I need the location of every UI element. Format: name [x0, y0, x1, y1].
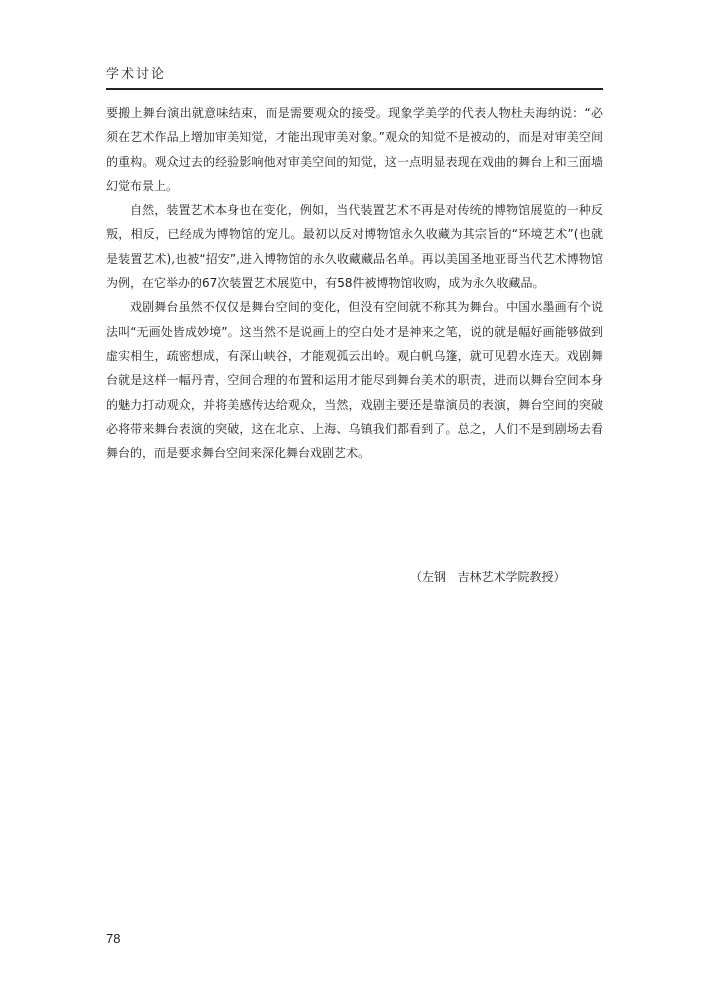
section-title: 学术讨论	[106, 67, 167, 82]
article-body	[106, 101, 603, 465]
paragraph-stage-space: 戏剧舞台虽然不仅仅是舞台空间的变化，但没有空间就不称其为舞台。中国水墨画有个说法叫“无画处皆成妙境”。这当然不是说画上的空白处才是神来之笔，说的就是幅好画能够做到虚实相生，疏密想成，有深山峡谷，才能观孤云出岭。观白帆乌篷，就可见碧水连天。戏剧舞台就是这样一幅丹青，空间合理的布置和运用才能尽到舞台美术的职责，进而以舞台空间本身的魅力打动观众，并将美感传达给观众，当然，戏剧主要还是靠演员的表演，舞台空间的突破必将带来舞台表演的突破，这在北京、上海、乌镇我们都看到了。总之，人们不是到剧场去看舞台的，而是要求舞台空间来深化舞台戏剧艺术。	[106, 300, 603, 461]
author-attribution: （左钢 吉林艺术学院教授）	[410, 570, 566, 584]
paragraph-continued: 要搬上舞台演出就意味结束，而是需要观众的接受。现象学美学的代表人物杜夫海纳说：“必须在艺术作品上增加审美知觉，才能出现审美对象。”观众的知觉不是被动的，而是对审美空间的重构。观众过去的经验影响他对审美空间的知觉，这一点明显表现在戏曲的舞台上和三面墙幻觉布景上。	[106, 106, 603, 193]
paragraph-installation-art: 自然，装置艺术本身也在变化，例如，当代装置艺术不再是对传统的博物馆展览的一种反叛，相反，已经成为博物馆的宠儿。最初以反对博物馆永久收藏为其宗旨的“环境艺术”(也就是装置艺术),也被“招安”,进入博物馆的永久收藏藏品名单。再以美国圣地亚哥当代艺术博物馆为例，在它举办的67次装置艺术展览中，有58件被博物馆收购，成为永久收藏品。	[106, 203, 603, 291]
page-number: 78	[106, 931, 121, 946]
running-header	[106, 66, 603, 90]
